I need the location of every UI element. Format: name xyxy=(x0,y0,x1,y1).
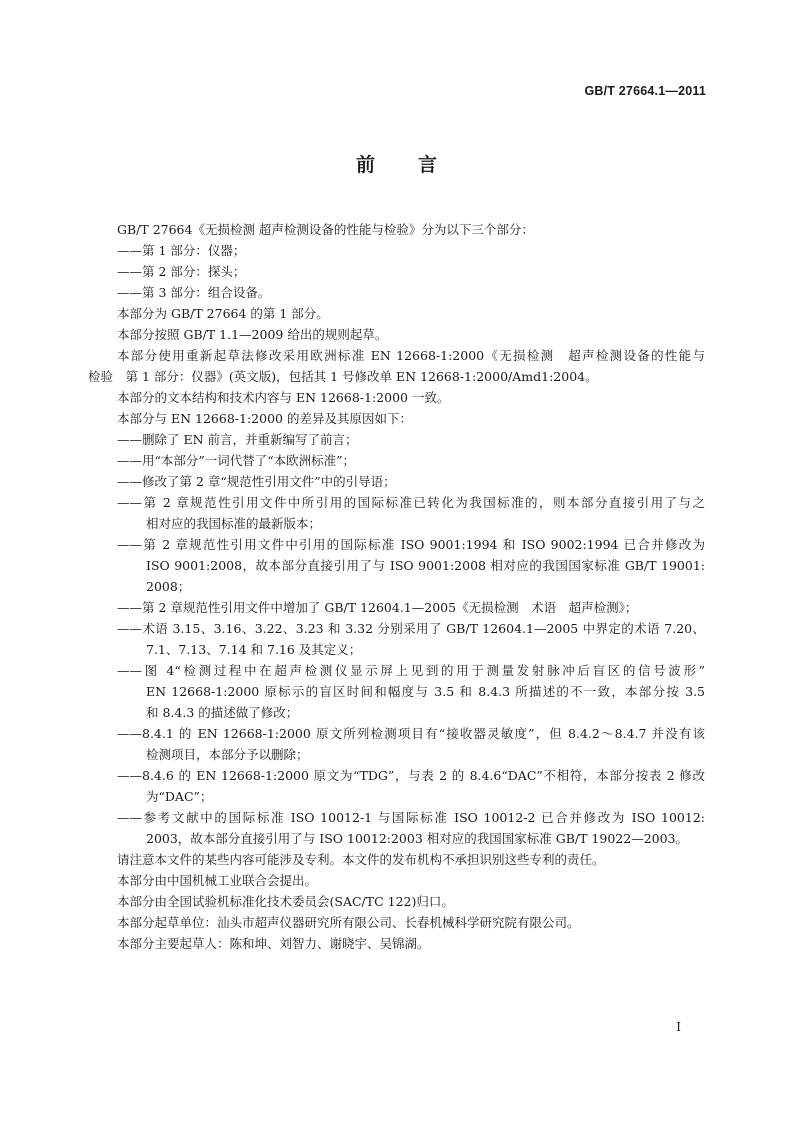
list-item-continuation: 和 8.4.3 的描述做了修改； xyxy=(146,705,299,720)
paragraph: 本部分由中国机械工业联合会提出。 xyxy=(117,873,318,888)
paragraph: GB/T 27664《无损检测 超声检测设备的性能与检验》分为以下三个部分： xyxy=(117,222,534,237)
list-item-continuation: 2003，故本部分直接引用了与 ISO 10012:2003 相对应的我国国家标准 GB/T 19022—2003。 xyxy=(146,831,689,846)
list-item-continuation: EN 12668-1:2000 原标示的盲区时间和幅度与 3.5 和 8.4.3 所描述的不一致，本部分按 3.5 xyxy=(146,684,705,699)
standard-number: GB/T 27664.1—2011 xyxy=(584,84,706,98)
title-char-1: 前 xyxy=(355,154,376,176)
paragraph: 请注意本文件的某些内容可能涉及专利。本文件的发布机构不承担识别这些专利的责任。 xyxy=(117,852,605,867)
list-item-continuation: 7.1、7.13、7.14 和 7.16 及其定义； xyxy=(146,642,362,657)
paragraph: 本部分起草单位：汕头市超声仪器研究所有限公司、长春机械科学研究院有限公司。 xyxy=(117,915,580,930)
list-item: ——第 2 部分：探头； xyxy=(117,264,246,279)
list-item: ——第 2 章规范性引用文件中所引用的国际标准已转化为我国标准的，则本部分直接引用了与之 xyxy=(117,495,705,510)
list-item: ——删除了 EN 前言，并重新编写了前言； xyxy=(117,432,358,447)
paragraph: 本部分主要起草人：陈和坤、刘智力、谢晓宇、吴锦湖。 xyxy=(117,936,430,951)
list-item: ——第 2 章规范性引用文件中增加了 GB/T 12604.1—2005《无损检测 术语 超声检测》； xyxy=(117,600,638,615)
list-item: ——第 1 部分：仪器； xyxy=(117,243,246,258)
paragraph-line: 本部分使用重新起草法修改采用欧洲标准 EN 12668-1:2000《无损检测 超声检测设备的性能与 xyxy=(117,348,705,363)
list-item-continuation: 相对应的我国标准的最新版本； xyxy=(146,516,322,531)
list-item: ——术语 3.15、3.16、3.22、3.23 和 3.32 分别采用了 GB/T 12604.1—2005 中界定的术语 7.20、 xyxy=(117,621,705,636)
list-item-continuation: 为“DAC”； xyxy=(146,789,213,804)
paragraph-line: 检验 第 1 部分：仪器》(英文版)，包括其 1 号修改单 EN 12668-1:2000/Amd1:2004。 xyxy=(88,369,598,384)
list-item-continuation: ISO 9001:2008，故本部分直接引用了与 ISO 9001:2008 相对应的我国国家标准 GB/T 19001: xyxy=(146,558,705,573)
page-number: I xyxy=(676,1020,681,1034)
list-item: ——图 4“检测过程中在超声检测仪显示屏上见到的用于测量发射脉冲后盲区的信号波形” xyxy=(117,663,705,678)
list-item: ——8.4.6 的 EN 12668-1:2000 原文为“TDG”，与表 2 的 8.4.6“DAC”不相符，本部分按表 2 修改 xyxy=(117,768,705,783)
title-char-2: 言 xyxy=(418,154,439,176)
paragraph: 本部分与 EN 12668-1:2000 的差异及其原因如下： xyxy=(117,411,412,426)
list-item: ——参考文献中的国际标准 ISO 10012-1 与国际标准 ISO 10012-2 已合并修改为 ISO 10012: xyxy=(117,810,705,825)
list-item: ——第 2 章规范性引用文件中引用的国际标准 ISO 9001:1994 和 ISO 9002:1994 已合并修改为 xyxy=(117,537,705,552)
page-title xyxy=(0,150,794,177)
list-item-continuation: 2008； xyxy=(146,579,191,594)
paragraph: 本部分由全国试验机标准化技术委员会(SAC/TC 122)归口。 xyxy=(117,894,454,909)
paragraph: 本部分按照 GB/T 1.1—2009 给出的规则起草。 xyxy=(117,327,388,342)
paragraph: 本部分的文本结构和技术内容与 EN 12668-1:2000 一致。 xyxy=(117,390,450,405)
list-item: ——8.4.1 的 EN 12668-1:2000 原文所列检测项目有“接收器灵敏度”，但 8.4.2～8.4.7 并没有该 xyxy=(117,726,705,741)
list-item: ——修改了第 2 章“规范性引用文件”中的引导语； xyxy=(117,474,396,489)
paragraph: 本部分为 GB/T 27664 的第 1 部分。 xyxy=(117,306,329,321)
list-item: ——用“本部分”一词代替了“本欧洲标准”； xyxy=(117,453,356,468)
list-item: ——第 3 部分：组合设备。 xyxy=(117,285,271,300)
preface-body xyxy=(88,219,705,954)
list-item-continuation: 检测项目，本部分予以删除； xyxy=(146,747,309,762)
